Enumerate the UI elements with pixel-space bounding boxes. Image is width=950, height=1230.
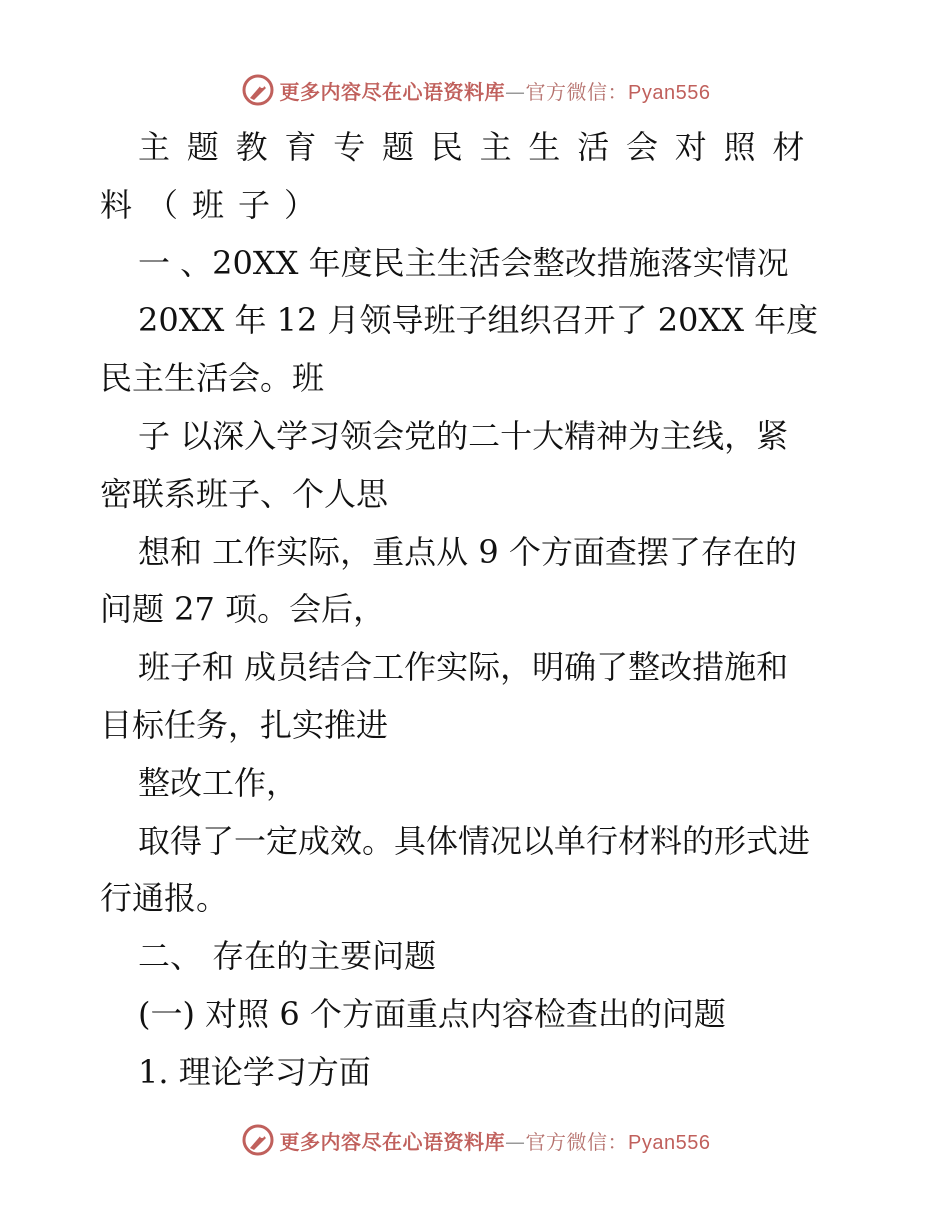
section-heading-1: 一 、20XX 年度民主生活会整改措施落实情况 [138, 243, 789, 282]
pen-nib-logo-icon [240, 1122, 276, 1158]
document-title-line-1: 主题教育专题民主生活会对照材 [138, 128, 822, 166]
subsection-heading: (一) 对照 6 个方面重点内容检查出的问题 [138, 994, 726, 1033]
footer-watermark [0, 1120, 950, 1160]
paragraph-line: 问题 27 项。会后， [100, 590, 386, 629]
footer-wechat-id: Pyan556 [628, 1131, 711, 1154]
paragraph-line: 想和 工作实际，重点从 9 个方面查摆了存在的 [138, 532, 797, 571]
paragraph-line: 民主生活会。班 [100, 359, 325, 398]
paragraph-line: 取得了一定成效。具体情况以单行材料的形式进 [138, 821, 811, 860]
document-body [100, 119, 860, 1102]
header-label: 官方微信： [525, 79, 629, 104]
paragraph-line: 密联系班子、个人思 [100, 474, 389, 513]
footer-separator: — [505, 1129, 526, 1154]
item-heading: 1. 理论学习方面 [138, 1052, 371, 1091]
header-watermark-text [280, 76, 711, 105]
header-brand: 更多内容尽在心语资料库 [279, 79, 506, 104]
paragraph-line: 行通报。 [100, 879, 229, 918]
paragraph-line: 20XX 年 12 月领导班子组织召开了 20XX 年度 [138, 301, 819, 340]
footer-brand: 更多内容尽在心语资料库 [279, 1129, 506, 1154]
footer-watermark-text [280, 1126, 711, 1155]
document-title-line-2: 料（班子） [100, 185, 331, 224]
footer-label: 官方微信： [525, 1129, 629, 1154]
paragraph-line: 子 以深入学习领会党的二十大精神为主线，紧 [138, 416, 789, 455]
header-separator: — [505, 79, 526, 104]
paragraph-line: 班子和 成员结合工作实际，明确了整改措施和 [138, 648, 789, 687]
header-wechat-id: Pyan556 [628, 81, 711, 104]
paragraph-line: 整改工作， [138, 763, 299, 802]
pen-nib-logo-icon [240, 72, 276, 108]
header-watermark [0, 70, 950, 110]
section-heading-2: 二、 存在的主要问题 [138, 937, 437, 976]
paragraph-line: 目标任务，扎实推进 [100, 705, 389, 744]
